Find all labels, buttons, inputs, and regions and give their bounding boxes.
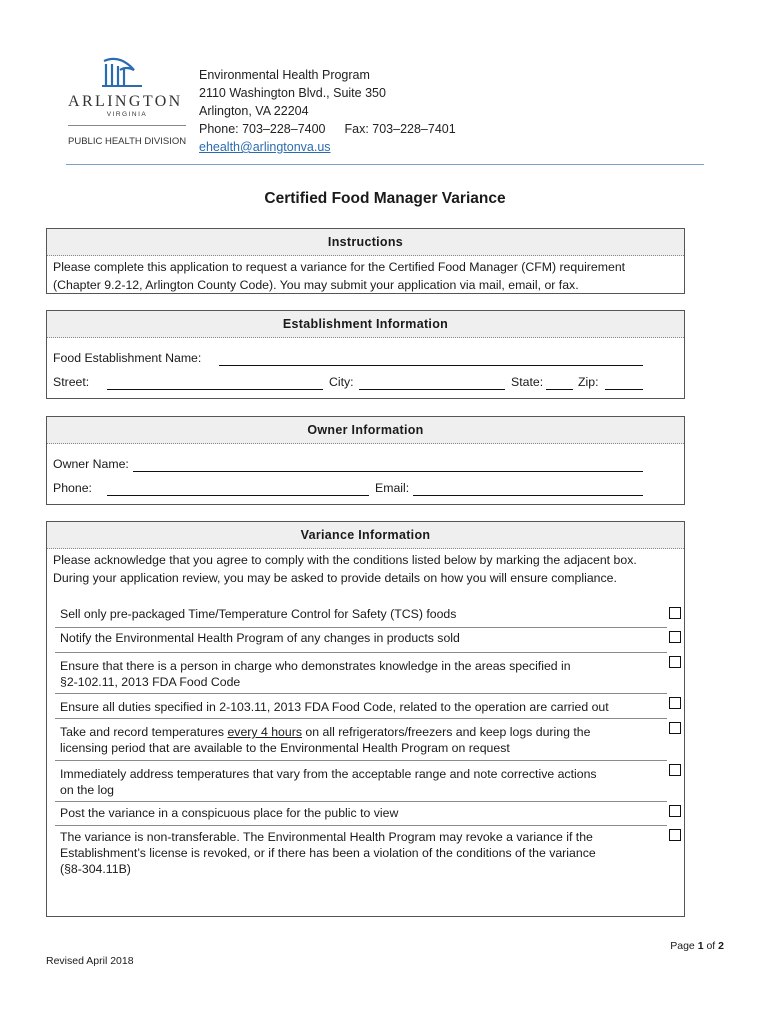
owner-email-label: Email: (375, 481, 410, 495)
condition-text: Ensure that there is a person in charge who demonstrates knowledge in the areas specified in (60, 659, 571, 673)
page-of: of (706, 940, 716, 952)
zip-field[interactable] (605, 389, 643, 390)
instructions-line-2: (Chapter 9.2-12, Arlington County Code). You may submit your application via mail, email, or fax. (53, 278, 579, 292)
condition-text: Post the variance in a conspicuous place for the public to view (60, 806, 399, 820)
condition-text-line-2: Establishment’s license is revoked, or if there has been a violation of the conditions of the variance (60, 846, 596, 860)
condition-checkbox[interactable] (669, 805, 681, 817)
header-divider (66, 164, 704, 165)
owner-phone-field[interactable] (107, 495, 369, 496)
zip-label: Zip: (578, 375, 599, 389)
owner-section (46, 416, 685, 505)
condition-checkbox[interactable] (669, 697, 681, 709)
establishment-heading: Establishment Information (47, 311, 684, 338)
establishment-name-field[interactable] (219, 365, 643, 366)
condition-row-5 (55, 719, 667, 761)
program-name: Environmental Health Program (199, 68, 370, 82)
condition-text-line-2: on the log (60, 783, 115, 797)
establishment-name-label: Food Establishment Name: (53, 351, 202, 365)
condition-text-a: Take and record temperatures (60, 725, 228, 739)
logo-name: ARLINGTON (68, 93, 183, 110)
variance-intro-line-1: Please acknowledge that you agree to comply with the conditions listed below by marking the adjacent box. (53, 553, 637, 567)
condition-text: Notify the Environmental Health Program of any changes in products sold (60, 631, 460, 645)
email-link[interactable]: ehealth@arlingtonva.us (199, 140, 331, 154)
instructions-heading: Instructions (47, 229, 684, 256)
condition-checkbox[interactable] (669, 829, 681, 841)
condition-text-line-3: (§8-304.11B) (60, 862, 131, 876)
condition-row-3 (55, 653, 667, 694)
instructions-section (46, 228, 685, 294)
page-total: 2 (718, 940, 724, 952)
logo-division: PUBLIC HEALTH DIVISION (68, 136, 187, 147)
condition-text-underlined: every 4 hours (227, 725, 302, 739)
instructions-line-1: Please complete this application to request a variance for the Certified Food Manager (CFM) requirement (53, 260, 626, 274)
condition-checkbox[interactable] (669, 607, 681, 619)
email-line (199, 140, 331, 154)
page-current: 1 (697, 940, 704, 952)
establishment-section (46, 310, 685, 399)
revised-date: Revised April 2018 (46, 955, 134, 967)
owner-heading: Owner Information (47, 417, 684, 444)
logo-state: VIRGINIA (106, 111, 148, 118)
condition-checkbox[interactable] (669, 656, 681, 668)
condition-text-line-2: licensing period that are available to the Environmental Health Program on request (60, 741, 510, 755)
condition-row-8 (55, 826, 667, 878)
instructions-body (47, 256, 684, 296)
condition-row-2 (55, 628, 667, 653)
state-field[interactable] (546, 389, 573, 390)
street-field[interactable] (107, 389, 323, 390)
condition-text (60, 724, 620, 740)
condition-text: Ensure all duties specified in 2-103.11, 2013 FDA Food Code, related to the operation are carried out (60, 700, 609, 714)
condition-checkbox[interactable] (669, 631, 681, 643)
state-label: State: (511, 375, 544, 389)
condition-checkbox[interactable] (669, 764, 681, 776)
page-number (620, 940, 724, 952)
variance-intro-line-2: During your application review, you may be asked to provide details on how you will ensure compliance. (53, 571, 617, 585)
owner-phone-label: Phone: (53, 481, 92, 495)
city-label: City: (329, 375, 354, 389)
address-line-2: Arlington, VA 22204 (199, 104, 309, 118)
page-title: Certified Food Manager Variance (264, 190, 506, 207)
variance-intro (47, 549, 684, 589)
arlington-logo (62, 56, 192, 156)
condition-text-b: on all refrigerators/freezers and keep logs during the (301, 725, 591, 739)
owner-email-field[interactable] (413, 495, 643, 496)
city-field[interactable] (359, 389, 505, 390)
condition-row-6 (55, 761, 667, 802)
logo-divider (68, 125, 186, 126)
condition-text: Immediately address temperatures that vary from the acceptable range and note corrective actions (60, 767, 597, 781)
owner-name-label: Owner Name: (53, 457, 129, 471)
condition-row-7 (55, 802, 667, 826)
street-label: Street: (53, 375, 90, 389)
owner-name-field[interactable] (133, 471, 643, 472)
variance-section (46, 521, 685, 917)
phone-number: Phone: 703–228–7400 (199, 122, 326, 136)
variance-heading: Variance Information (47, 522, 684, 549)
condition-row-1 (55, 604, 667, 628)
condition-text: The variance is non-transferable. The Environmental Health Program may revoke a variance if the (60, 830, 593, 844)
page-label: Page (670, 940, 695, 952)
condition-row-4 (55, 694, 667, 719)
fax-number: Fax: 703–228–7401 (344, 122, 456, 136)
phone-line (199, 122, 456, 136)
condition-text-line-2: §2-102.11, 2013 FDA Food Code (60, 675, 241, 689)
address-line-1: 2110 Washington Blvd., Suite 350 (199, 86, 386, 100)
condition-text: Sell only pre-packaged Time/Temperature Control for Safety (TCS) foods (60, 607, 457, 621)
condition-checkbox[interactable] (669, 722, 681, 734)
